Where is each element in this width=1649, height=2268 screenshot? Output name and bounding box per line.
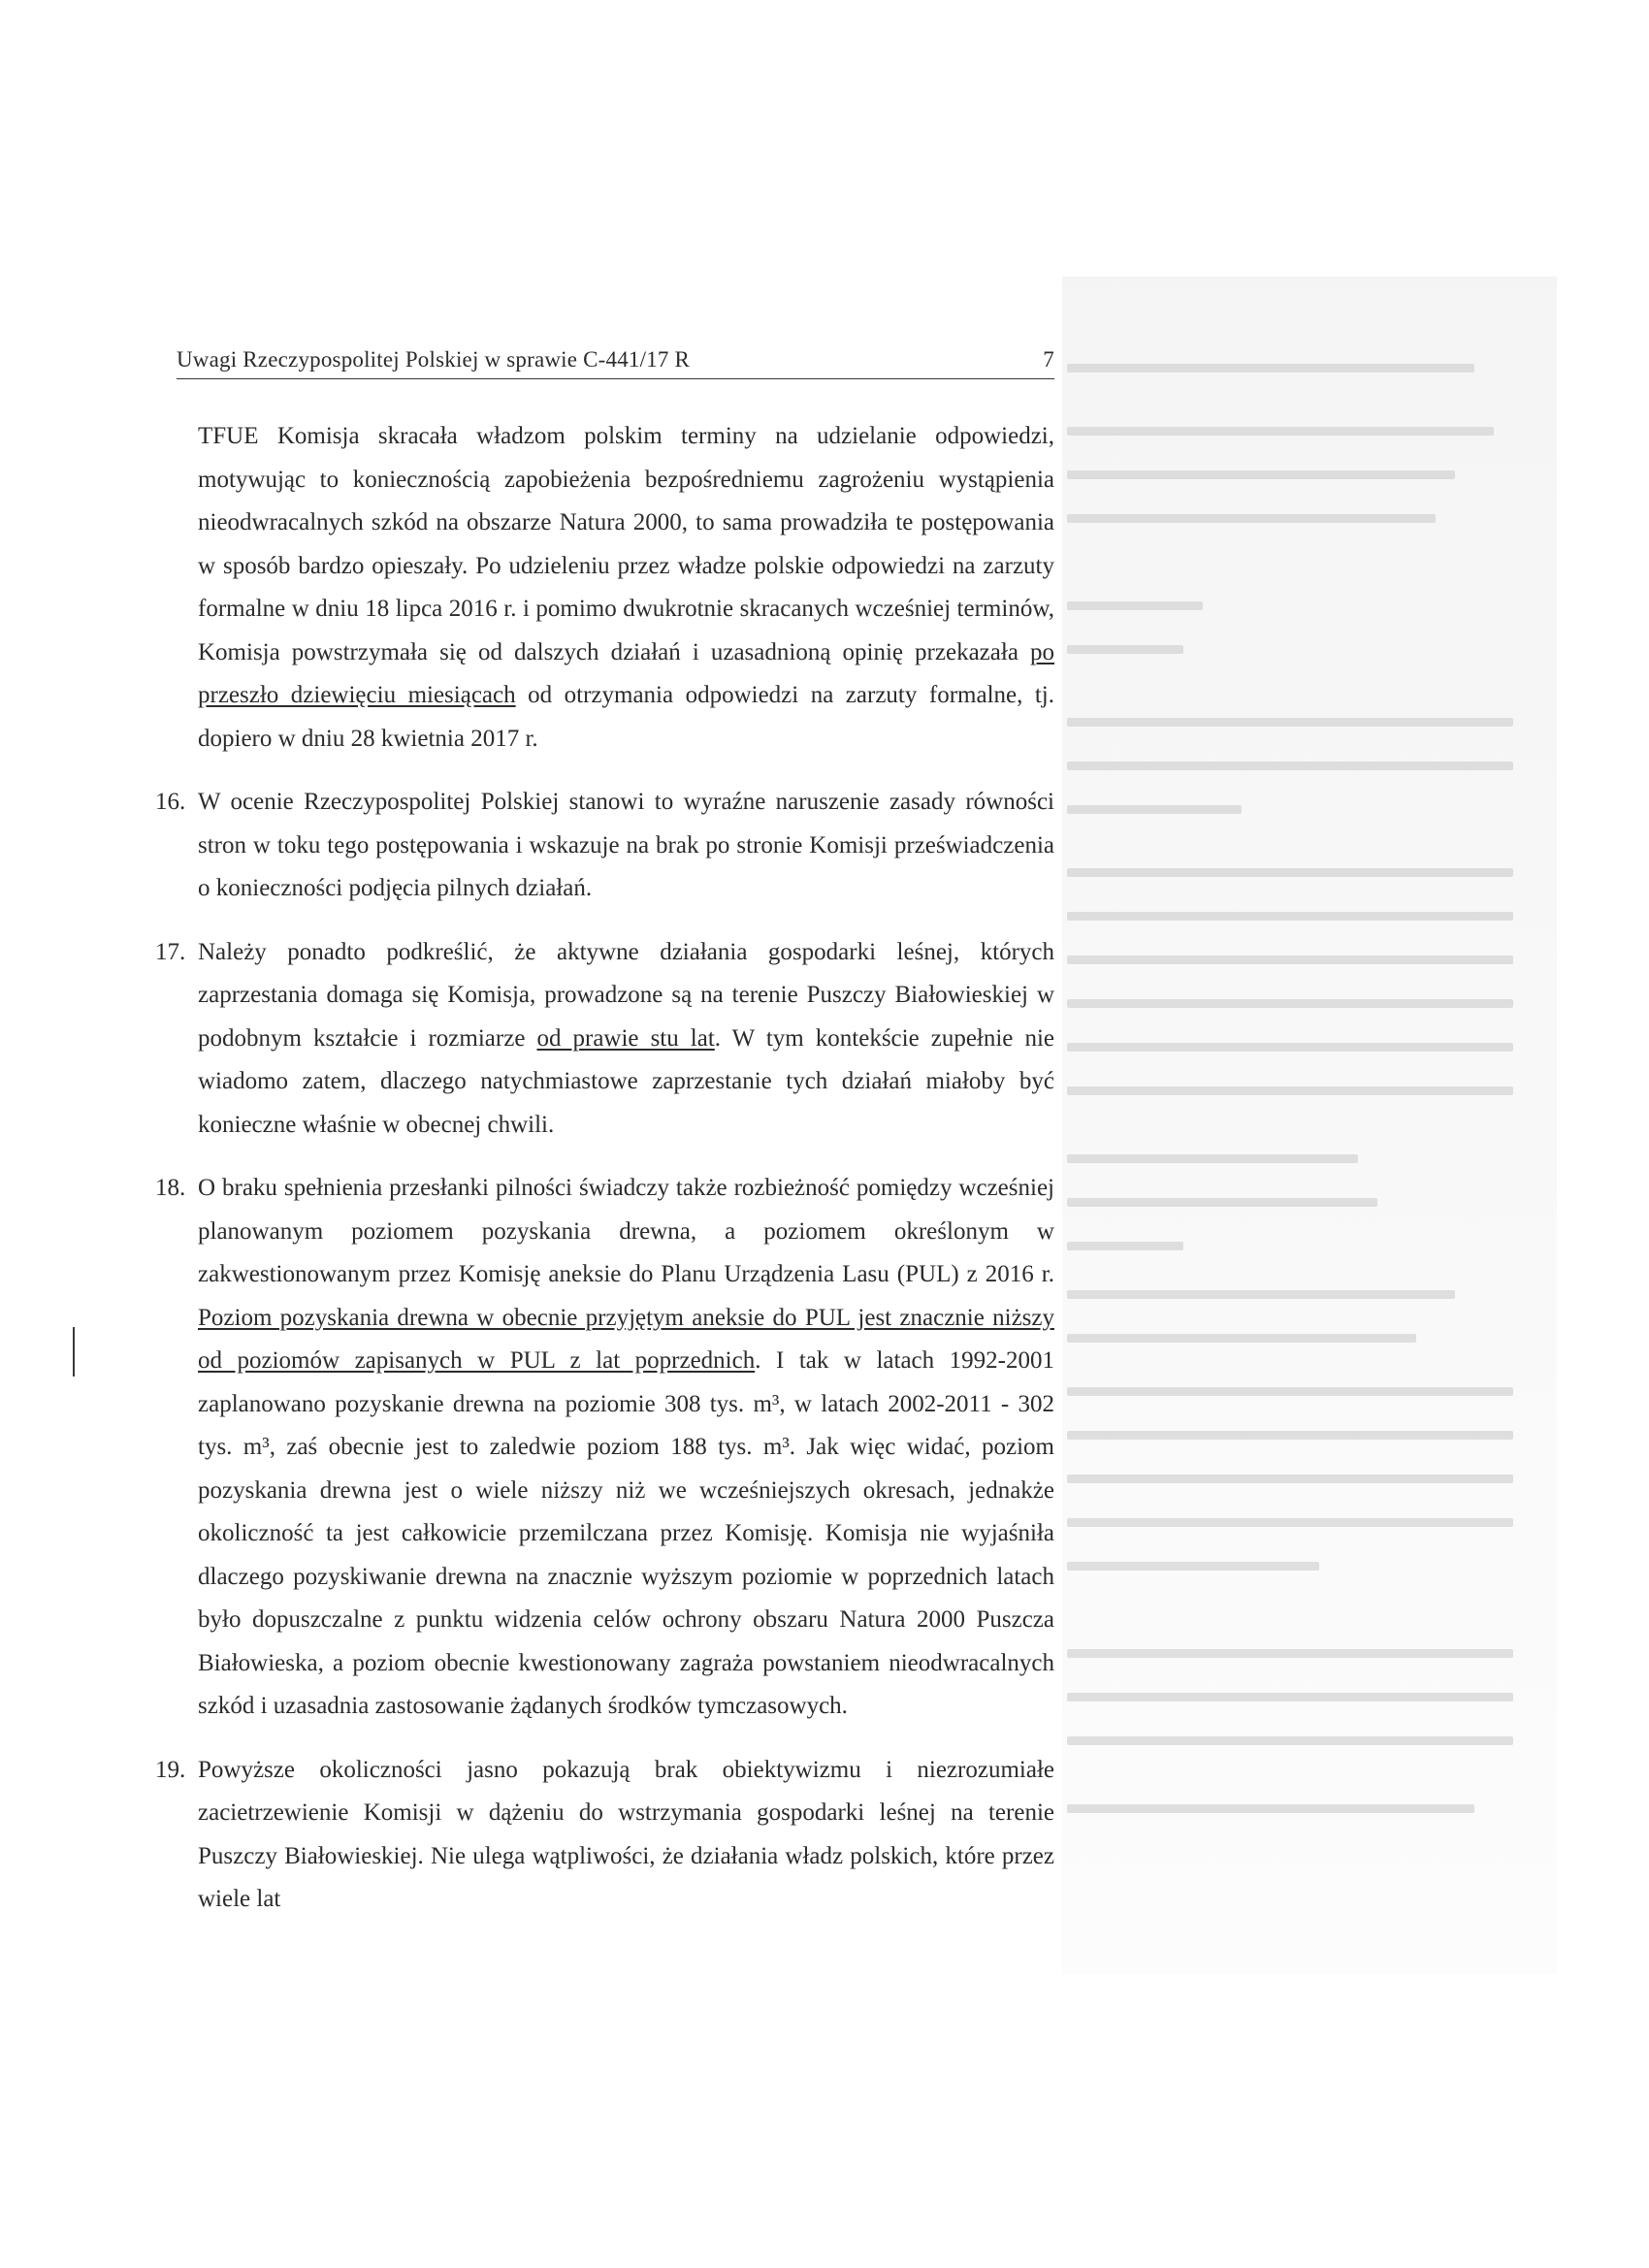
bleedthrough-line [1067,912,1513,921]
bleedthrough-line [1067,805,1242,814]
bleedthrough-line [1067,427,1494,436]
document-title: Uwagi Rzeczypospolitej Polskiej w sprawie C-441/17 R [177,347,691,372]
bleedthrough-line [1067,1086,1513,1095]
paragraph-number: 19. [155,1756,186,1783]
bleedthrough-line [1067,1474,1513,1483]
bleedthrough-line [1067,1562,1319,1571]
paragraph-text: W ocenie Rzeczypospolitej Polskiej stanowi to wyraźne naruszenie zasady równości stron w toku tego postępowania i wskazuje na brak po stronie Komisji przeświadczenia o konieczności podjęcia pilnych działań. [198,789,1054,901]
paragraph-text: Powyższe okoliczności jasno pokazują brak obiektywizmu i niezrozumiałe zacietrzewienie Komisji w dążeniu do wstrzymania gospodarki leśnej na terenie Puszczy Białowieskiej. Nie ulega wątpliwości, że działania władz polskich, które przez wiele lat [198,1756,1054,1912]
underlined-text: po przeszło dziewięciu miesiącach [198,638,1054,708]
bleedthrough-line [1067,1518,1513,1527]
bleedthrough-line [1067,1154,1358,1163]
bleedthrough-line [1067,999,1513,1008]
bleedthrough-line [1067,1334,1416,1343]
paragraph-number: 18. [155,1175,186,1201]
paragraph-text: O braku spełnienia przesłanki pilności świadczy także rozbieżność pomiędzy wcześniej planowanym poziomem pozyskania drewna, a poziomem określonym w zakwestionowanym przez Komisję aneksie do Planu Urządzenia Lasu (PUL) z 2016 r. [198,1175,1054,1287]
bleedthrough-line [1067,364,1474,373]
paragraph-number: 17. [155,938,186,965]
bleedthrough-line [1067,1431,1513,1440]
bleedthrough-line [1067,470,1455,479]
bleedthrough-line [1067,1290,1455,1299]
bleedthrough-line [1067,1043,1513,1052]
paragraph-text: TFUE Komisja skracała władzom polskim terminy na udzielanie odpowiedzi, motywując to koniecznością zapobieżenia bezpośredniemu zagrożeniu wystąpienia nieodwracalnych szkód na obszarze Natura 2000, to sama prowadziła te postępowania w sposób bardzo opieszały. Po udzieleniu przez władze polskie odpowiedzi na zarzuty formalne w dniu 18 lipca 2016 r. i pomimo dwukrotnie skracanych wcześniej terminów, Komisja powstrzymała się od dalszych działań i uzasadnioną opinię przekazała [198,423,1054,665]
bleedthrough-line [1067,956,1513,964]
bleedthrough-line [1067,514,1436,523]
bleedthrough-line [1067,761,1513,770]
margin-change-bar [73,1327,75,1377]
paragraph-text: . I tak w latach 1992-2001 zaplanowano pozyskanie drewna na poziomie 308 tys. m³, w latach 2002-2011 - 302 tys. m³, zaś obecnie jest to zaledwie poziom 188 tys. m³. Jak więc widać, poziom pozyskania drewna jest o wiele niższy niż we wcześniejszych okresach, jednakże okoliczność ta jest całkowicie przemilczana przez Komisję. Komisja nie wyjaśniła dlaczego pozyskiwanie drewna na znacznie wyższym poziomie w poprzednich latach było dopuszczalne z punktu widzenia celów ochrony obszaru Natura 2000 Puszcza Białowieska, a poziom obecnie kwestionowany zagraża powstaniem nieodwracalnych szkód i uzasadnia zastosowanie żądanych środków tymczasowych. [198,1347,1054,1719]
underlined-text: Poziom pozyskania drewna w obecnie przyjętym aneksie do PUL jest znacznie niższy od poziomów zapisanych w PUL z lat poprzednich [198,1304,1054,1374]
facing-page-bleedthrough [1062,276,1557,1974]
bleedthrough-line [1067,1242,1183,1250]
paragraph-text: od otrzymania odpowiedzi na zarzuty formalne, tj. dopiero w dniu 28 kwietnia 2017 r. [198,682,1054,752]
bleedthrough-line [1067,645,1183,654]
bleedthrough-line [1067,868,1513,877]
bleedthrough-line [1067,1804,1474,1813]
numbered-paragraph [155,1749,1054,1922]
bleedthrough-line [1067,1387,1513,1396]
paragraph-text: Należy ponadto podkreślić, że aktywne działania gospodarki leśnej, których zaprzestania domaga się Komisja, prowadzone są na terenie Puszczy Białowieskiej w podobnym kształcie i rozmiarze [198,938,1054,1052]
underlined-text: od prawie stu lat [536,1024,715,1052]
bleedthrough-line [1067,1693,1513,1701]
paragraph-text: . W tym kontekście zupełnie nie wiadomo zatem, dlaczego natychmiastowe zaprzestanie tych działań miałoby być konieczne właśnie w obecnej chwili. [198,1024,1054,1138]
continued-paragraph [177,415,1054,761]
document-body [155,415,1054,1922]
bleedthrough-line [1067,1198,1377,1207]
bleedthrough-line [1067,1736,1513,1745]
page-header [177,347,1054,379]
bleedthrough-line [1067,601,1203,610]
page-number: 7 [1043,347,1054,372]
bleedthrough-line [1067,1649,1513,1658]
numbered-paragraph [155,1167,1054,1729]
numbered-paragraph [155,781,1054,911]
numbered-paragraph [155,931,1054,1148]
paragraph-number: 16. [155,789,186,815]
bleedthrough-line [1067,718,1513,727]
